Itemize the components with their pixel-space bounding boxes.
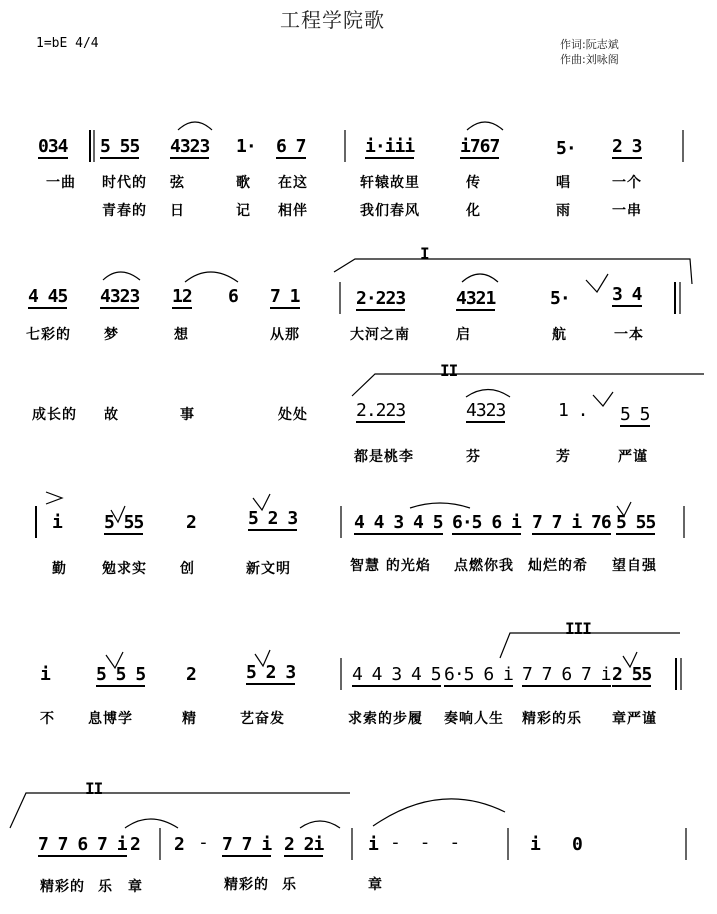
note-group: 4 4 3 4 5 bbox=[354, 512, 443, 533]
note-group: 4323 bbox=[170, 136, 210, 157]
lyric: 航 bbox=[552, 327, 567, 343]
note-group: 7 7 i bbox=[222, 834, 272, 855]
lyric: 化 bbox=[466, 203, 481, 219]
lyric: 故 bbox=[104, 407, 119, 423]
lyric: 雨 bbox=[556, 203, 571, 219]
lyric: 大河之南 bbox=[350, 327, 410, 343]
song-title: 工程学院歌 bbox=[280, 8, 385, 32]
note-group: 5 5 bbox=[620, 404, 650, 425]
lyric: 乐 bbox=[282, 877, 297, 893]
note-group: i bbox=[52, 512, 62, 533]
lyricist-credit: 作词:阮志斌 bbox=[560, 38, 619, 51]
lyric: 歌 bbox=[236, 175, 251, 191]
lyric: 一本 bbox=[614, 327, 644, 343]
note-group: 4323 bbox=[466, 400, 506, 421]
lyric: 在这 bbox=[278, 175, 308, 191]
lyric: 处处 bbox=[278, 407, 308, 423]
lyric: 勉求实 bbox=[102, 561, 147, 577]
note-group: 6·5 6 i bbox=[452, 512, 521, 533]
lyric: 青春的 bbox=[102, 203, 147, 219]
lyric: 精彩的 bbox=[40, 879, 85, 895]
lyric: 芳 bbox=[556, 449, 571, 465]
lyric: 成长的 bbox=[32, 407, 77, 423]
note-group: i bbox=[40, 664, 50, 685]
note-group: 1· bbox=[236, 136, 256, 157]
note-group: 0 bbox=[572, 834, 582, 855]
note-group: 6 7 bbox=[276, 136, 306, 157]
lyric: 灿烂的希 bbox=[528, 558, 588, 574]
note-group: 5· bbox=[556, 138, 576, 159]
note-group: 5 55 bbox=[616, 512, 656, 533]
lyric: 章 bbox=[128, 879, 143, 895]
lyric: 想 bbox=[174, 327, 189, 343]
key-time-signature: 1=bE 4/4 bbox=[36, 36, 99, 51]
note-group: 5 5 5 bbox=[96, 664, 146, 685]
note-group: 5 55 bbox=[104, 512, 144, 533]
note-group: 7 7 6 7 i bbox=[38, 834, 127, 855]
lyric: 章 bbox=[368, 877, 383, 893]
lyric: 七彩的 bbox=[26, 327, 71, 343]
note-group: 2 2i bbox=[284, 834, 324, 855]
note-group: 2·223 bbox=[356, 288, 406, 309]
volta-marker-2: II bbox=[440, 361, 458, 380]
note-group: 4 4 3 4 5 bbox=[352, 664, 441, 685]
note-group: 5 55 bbox=[100, 136, 140, 157]
lyric: 传 bbox=[466, 175, 481, 191]
note-group: 12 bbox=[172, 286, 192, 307]
lyric: 艺奋发 bbox=[240, 711, 285, 727]
note-group: 2 55 bbox=[612, 664, 652, 685]
lyric: 都是桃李 bbox=[354, 449, 414, 465]
lyric: 时代的 bbox=[102, 175, 147, 191]
note-group: i bbox=[530, 834, 540, 855]
lyric: 日 bbox=[170, 203, 185, 219]
lyric: 不 bbox=[40, 711, 55, 727]
note-group: 5 2 3 bbox=[248, 508, 298, 529]
lyric: 一个 bbox=[612, 175, 642, 191]
note-group: 3 4 bbox=[612, 284, 642, 305]
note-group: 034 bbox=[38, 136, 68, 157]
note-group: 2 bbox=[174, 834, 184, 855]
lyric: 乐 bbox=[98, 879, 113, 895]
lyric: 轩辕故里 bbox=[360, 175, 420, 191]
lyric: 记 bbox=[236, 203, 251, 219]
note-group: 2.223 bbox=[356, 400, 406, 421]
note-group: 4321 bbox=[456, 288, 496, 309]
volta-marker-3: III bbox=[565, 619, 591, 638]
lyric: 从那 bbox=[270, 327, 300, 343]
lyric: 息博学 bbox=[88, 711, 133, 727]
volta-marker-4: II bbox=[85, 779, 103, 798]
lyric: 相伴 bbox=[278, 203, 308, 219]
note-group: - bbox=[198, 832, 208, 853]
lyric: 求索的步履 bbox=[348, 711, 423, 727]
note-group: 4323 bbox=[100, 286, 140, 307]
lyric: 精 bbox=[182, 711, 197, 727]
lyric: 事 bbox=[180, 407, 195, 423]
note-group: i·iii bbox=[365, 136, 415, 157]
lyric: 弦 bbox=[170, 175, 185, 191]
lyric: 一串 bbox=[612, 203, 642, 219]
note-group: - - - bbox=[390, 832, 465, 853]
lyric: 我们春风 bbox=[360, 203, 420, 219]
lyric: 启 bbox=[456, 327, 471, 343]
note-group: 5 2 3 bbox=[246, 662, 296, 683]
note-group: 6·5 6 i bbox=[444, 664, 513, 685]
note-group: 2 3 bbox=[612, 136, 642, 157]
lyric: 望自强 bbox=[612, 558, 657, 574]
lyric: 唱 bbox=[556, 175, 571, 191]
lyric: 严谨 bbox=[618, 449, 648, 465]
note-group: 7 1 bbox=[270, 286, 300, 307]
note-group: 5· bbox=[550, 288, 570, 309]
note-group: 2 bbox=[186, 512, 196, 533]
lyric: 章严谨 bbox=[612, 711, 657, 727]
volta-marker-1: I bbox=[420, 244, 429, 263]
composer-credit: 作曲:刘咏阁 bbox=[560, 53, 619, 66]
note-group: 2 bbox=[130, 834, 140, 855]
lyric: 奏响人生 bbox=[444, 711, 504, 727]
lyric: 智慧 的光焰 bbox=[350, 558, 431, 574]
note-group: 6 bbox=[228, 286, 238, 307]
lyric: 创 bbox=[180, 561, 195, 577]
note-group: 7 7 6 7 i bbox=[522, 664, 611, 685]
lyric: 精彩的乐 bbox=[522, 711, 582, 727]
note-group: i767 bbox=[460, 136, 500, 157]
note-group: 2 bbox=[186, 664, 196, 685]
lyric: 梦 bbox=[104, 327, 119, 343]
note-group: 1 . bbox=[558, 400, 588, 421]
lyric: 一曲 bbox=[46, 175, 76, 191]
note-group: i bbox=[368, 834, 378, 855]
lyric: 新文明 bbox=[246, 561, 291, 577]
lyric: 芬 bbox=[466, 449, 481, 465]
lyric: 点燃你我 bbox=[454, 558, 514, 574]
note-group: 4 45 bbox=[28, 286, 68, 307]
lyric: 勤 bbox=[52, 561, 67, 577]
note-group: 7 7 i 76 bbox=[532, 512, 611, 533]
lyric: 精彩的 bbox=[224, 877, 269, 893]
